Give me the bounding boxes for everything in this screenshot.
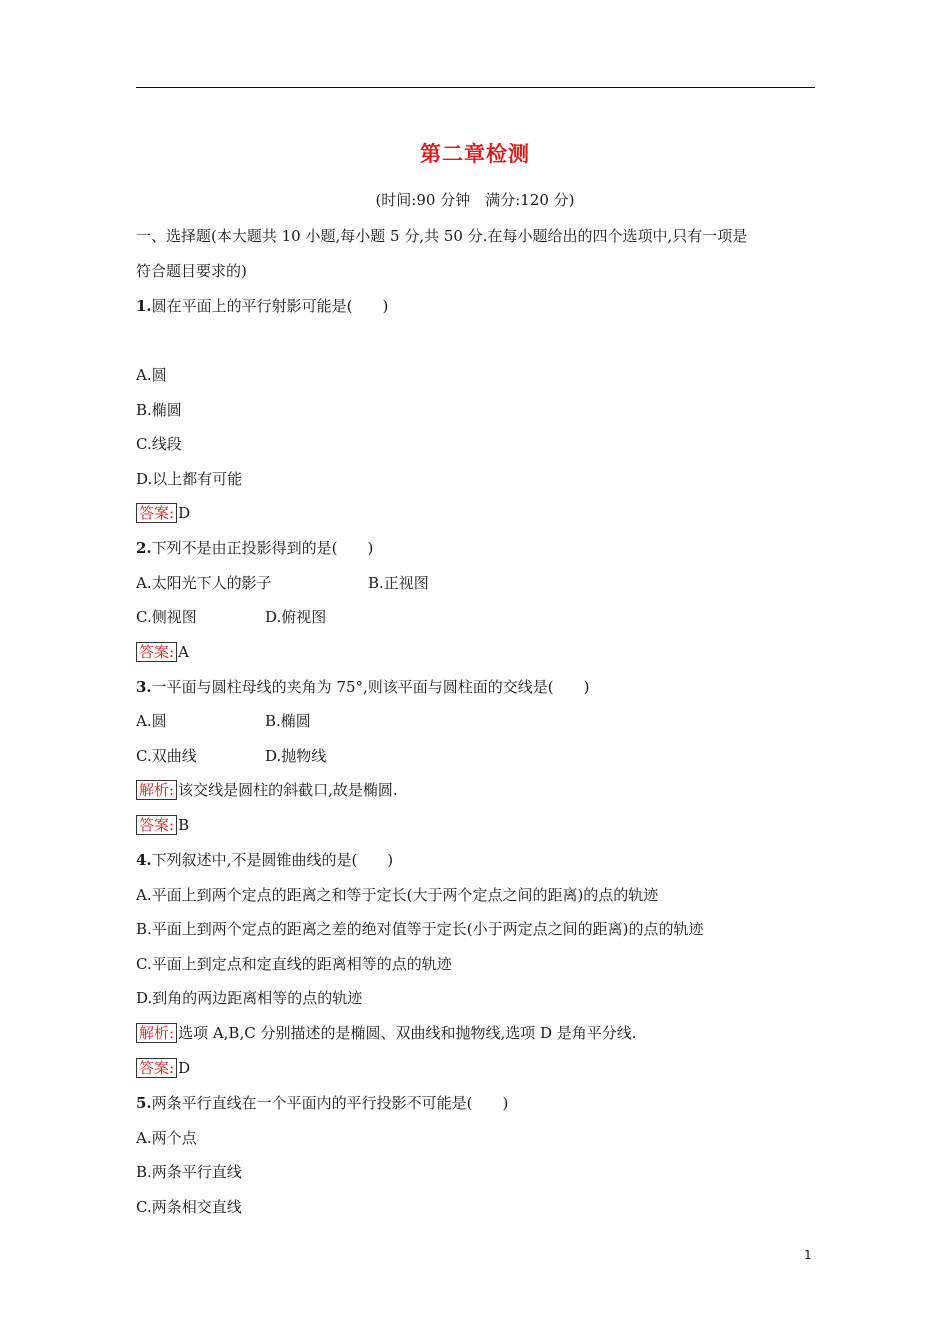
question-text: 下列不是由正投影得到的是( )	[151, 539, 374, 557]
q5-option-a: A.两个点	[136, 1129, 197, 1147]
q4-option-c: C.平面上到定点和定直线的距离相等的点的轨迹	[136, 955, 452, 973]
q4-analysis	[136, 1022, 637, 1044]
q4-option-d: D.到角的两边距离相等的点的轨迹	[136, 989, 363, 1007]
analysis-label: 解析:	[136, 780, 177, 800]
answer-label: 答案:	[136, 503, 177, 523]
q2-option-b: B.正视图	[368, 574, 429, 592]
question-number: 3.	[136, 678, 152, 696]
q1-option-b: B.椭圆	[136, 401, 182, 419]
analysis-text: 该交线是圆柱的斜截口,故是椭圆.	[178, 781, 398, 799]
q3-answer	[136, 814, 189, 836]
q4-option-b: B.平面上到两个定点的距离之差的绝对值等于定长(小于两定点之间的距离)的点的轨迹	[136, 920, 704, 938]
q5-option-b: B.两条平行直线	[136, 1163, 242, 1181]
question-1-stem	[136, 295, 388, 317]
q2-option-c: C.侧视图	[136, 608, 197, 626]
answer-label: 答案:	[136, 642, 177, 662]
question-number: 4.	[136, 851, 152, 869]
answer-value: B	[178, 816, 190, 834]
q5-option-c: C.两条相交直线	[136, 1198, 242, 1216]
question-text: 下列叙述中,不是圆锥曲线的是( )	[151, 851, 394, 869]
q1-option-a: A.圆	[136, 366, 167, 384]
q3-option-d: D.抛物线	[265, 747, 327, 765]
section-instructions-line2: 符合题目要求的)	[136, 262, 247, 280]
q3-option-b: B.椭圆	[265, 712, 311, 730]
question-text: 一平面与圆柱母线的夹角为 75°,则该平面与圆柱面的交线是( )	[151, 678, 590, 696]
question-number: 1.	[136, 297, 152, 315]
q4-option-a: A.平面上到两个定点的距离之和等于定长(大于两个定点之间的距离)的点的轨迹	[136, 886, 659, 904]
q1-option-c: C.线段	[136, 435, 182, 453]
question-5-stem	[136, 1092, 508, 1114]
q2-option-d: D.俯视图	[265, 608, 327, 626]
answer-value: D	[178, 504, 191, 522]
question-text: 两条平行直线在一个平面内的平行投影不可能是( )	[151, 1094, 509, 1112]
question-text: 圆在平面上的平行射影可能是( )	[151, 297, 389, 315]
answer-value: A	[178, 643, 189, 661]
exam-time-score: (时间:90 分钟 满分:120 分)	[375, 191, 575, 209]
q3-analysis	[136, 779, 398, 801]
page-number: 1	[804, 1248, 812, 1262]
q2-answer	[136, 641, 189, 663]
q1-answer	[136, 502, 190, 524]
q1-option-d: D.以上都有可能	[136, 470, 243, 488]
analysis-text: 选项 A,B,C 分别描述的是椭圆、双曲线和抛物线,选项 D 是角平分线.	[178, 1024, 637, 1042]
question-number: 2.	[136, 539, 152, 557]
analysis-label: 解析:	[136, 1023, 177, 1043]
answer-label: 答案:	[136, 1058, 177, 1078]
q2-option-a: A.太阳光下人的影子	[136, 574, 272, 592]
q4-answer	[136, 1057, 190, 1079]
question-2-stem	[136, 537, 373, 559]
question-4-stem	[136, 849, 393, 871]
header-rule	[136, 87, 815, 88]
page-title: 第二章检测	[420, 141, 530, 166]
q3-option-c: C.双曲线	[136, 747, 197, 765]
question-3-stem	[136, 676, 590, 698]
section-instructions-line1: 一、选择题(本大题共 10 小题,每小题 5 分,共 50 分.在每小题给出的四个选项中,只有一项是	[136, 227, 748, 245]
answer-label: 答案:	[136, 815, 177, 835]
q3-option-a: A.圆	[136, 712, 167, 730]
question-number: 5.	[136, 1094, 152, 1112]
answer-value: D	[178, 1059, 191, 1077]
